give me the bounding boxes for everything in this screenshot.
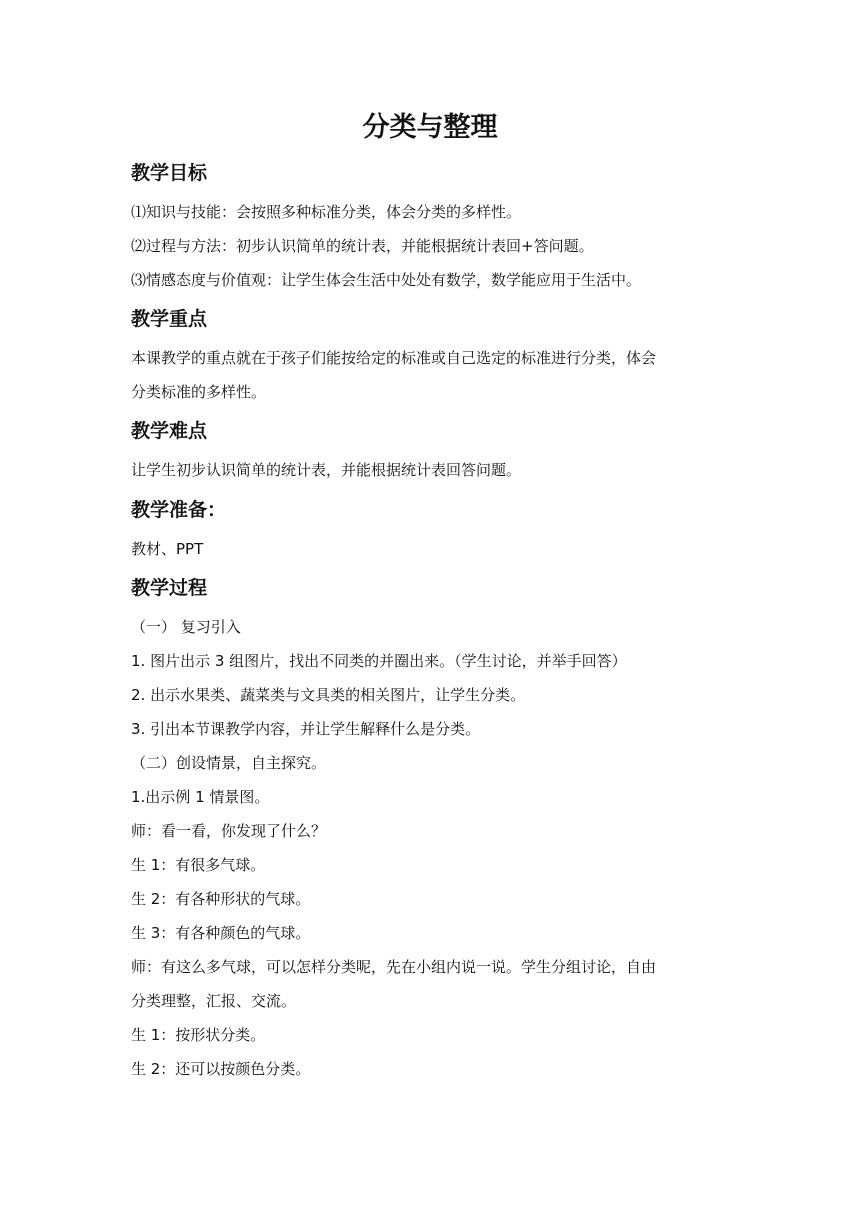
heading-difficulties: 教学难点 <box>131 420 208 442</box>
objective-item: ⑶情感态度与价值观：让学生体会生活中处处有数学，数学能应用于生活中。 <box>131 271 642 289</box>
process-line: （一） 复习引入 <box>131 618 241 636</box>
preparation-text: 教材、PPT <box>131 540 204 558</box>
objective-item: ⑵过程与方法：初步认识简单的统计表，并能根据统计表回+答问题。 <box>131 237 594 255</box>
difficulties-text: 让学生初步认识简单的统计表，并能根据统计表回答问题。 <box>131 461 522 479</box>
key-points-text-line: 分类标准的多样性。 <box>131 383 267 401</box>
objective-item: ⑴知识与技能：会按照多种标准分类，体会分类的多样性。 <box>131 203 522 221</box>
process-line: （二）创设情景，自主探究。 <box>131 754 327 772</box>
process-line: 生 1：有很多气球。 <box>131 856 266 874</box>
heading-process: 教学过程 <box>131 577 208 599</box>
process-line: 1. 图片出示 3 组图片，找出不同类的并圈出来。（学生讨论，并举手回答） <box>131 652 627 670</box>
process-line: 师：看一看，你发现了什么？ <box>131 822 327 840</box>
heading-preparation: 教学准备： <box>131 499 227 521</box>
process-line: 生 3：有各种颜色的气球。 <box>131 924 311 942</box>
heading-key-points: 教学重点 <box>131 308 208 330</box>
process-line: 3. 引出本节课教学内容，并让学生解释什么是分类。 <box>131 720 481 738</box>
process-line: 师：有这么多气球，可以怎样分类呢，先在小组内说一说。学生分组讨论，自由 <box>131 958 657 976</box>
process-line: 2. 出示水果类、蔬菜类与文具类的相关图片，让学生分类。 <box>131 686 526 704</box>
heading-objectives: 教学目标 <box>131 162 208 184</box>
process-line: 分类理整，汇报、交流。 <box>131 992 297 1010</box>
key-points-text-line: 本课教学的重点就在于孩子们能按给定的标准或自己选定的标准进行分类，体会 <box>131 349 657 367</box>
process-line: 生 1：按形状分类。 <box>131 1026 266 1044</box>
process-line: 生 2：还可以按颜色分类。 <box>131 1060 311 1078</box>
process-line: 生 2：有各种形状的气球。 <box>131 890 311 908</box>
document-title: 分类与整理 <box>362 112 498 143</box>
process-line: 1.出示例 1 情景图。 <box>131 788 270 806</box>
